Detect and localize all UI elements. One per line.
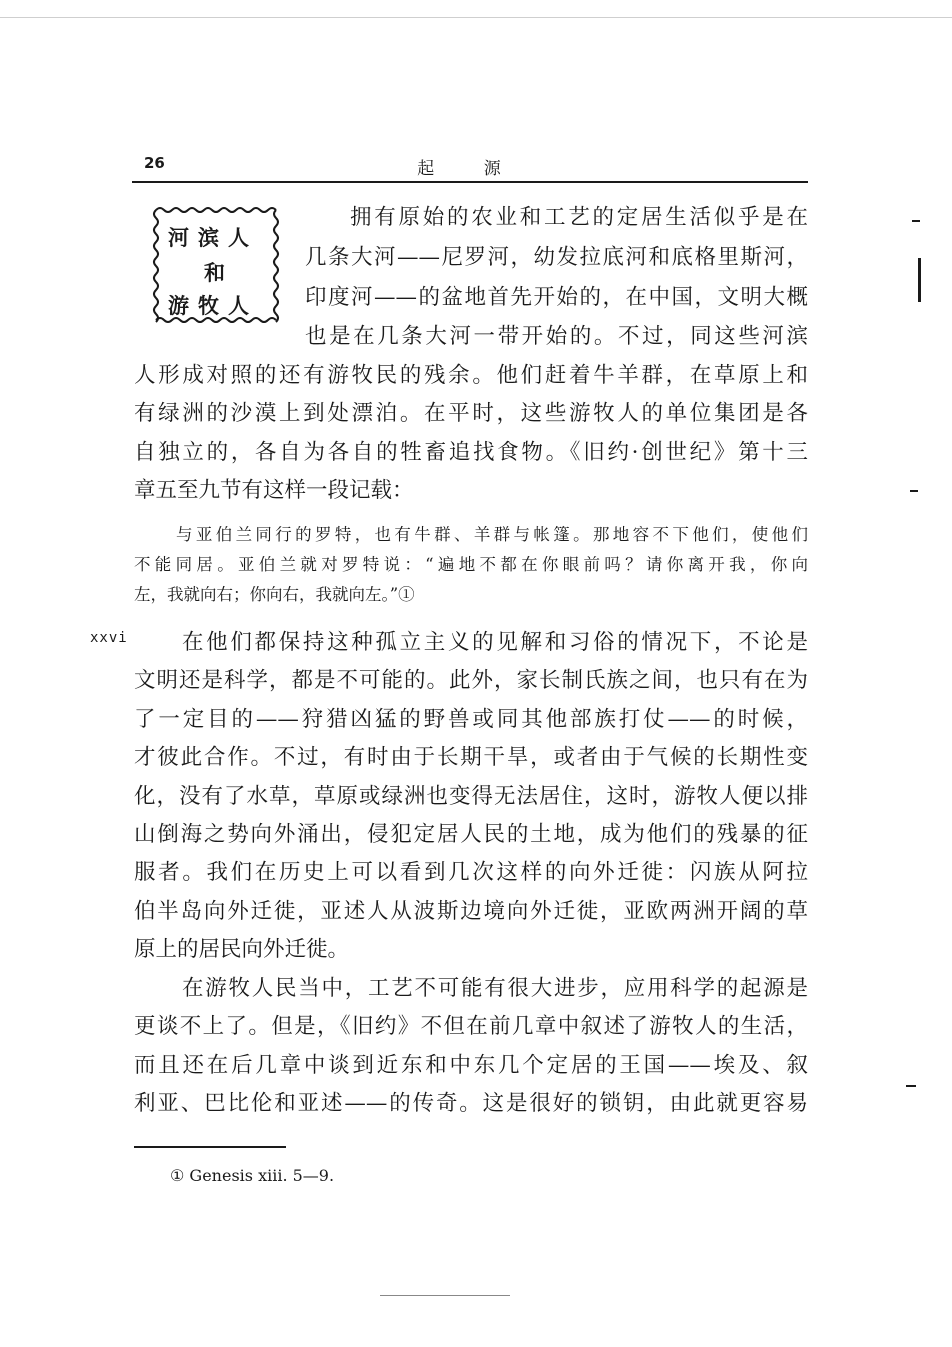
margin-page-number: xxvi <box>90 630 128 646</box>
text-line: 原上的居民向外迁徙。 <box>134 937 350 962</box>
text-line: 更谈不上了。但是，《旧约》不但在前几章中叙述了游牧人的生活， <box>134 1014 808 1039</box>
side-heading-line-1: 河滨人 <box>168 225 258 250</box>
text-line: 在游牧人民当中，工艺不可能有很大进步，应用科学的起源是 <box>182 976 808 1001</box>
quote-line: 不能同居。亚伯兰就对罗特说：“遍地不都在你眼前吗？请你离开我，你向 <box>134 555 808 574</box>
text-line: 也是在几条大河一带开始的。不过，同这些河滨 <box>305 324 808 349</box>
scan-mark <box>910 490 918 492</box>
page-header <box>132 150 808 186</box>
text-line: 章五至九节有这样一段记载： <box>134 478 414 503</box>
text-line: 服者。我们在历史上可以看到几次这样的向外迁徙：闪族从阿拉 <box>134 860 808 885</box>
footnote-rule <box>134 1146 286 1148</box>
text-line: 山倒海之势向外涌出，侵犯定居人民的土地，成为他们的残暴的征 <box>134 822 808 847</box>
page-number: 26 <box>144 154 165 172</box>
scan-mark <box>380 1295 510 1296</box>
running-title: 起 源 <box>417 159 523 179</box>
footnote: ① Genesis xiii. 5—9. <box>170 1166 335 1185</box>
text-line: 几条大河——尼罗河，幼发拉底河和底格里斯河， <box>305 245 808 270</box>
text-line: 化，没有了水草，草原或绿洲也变得无法居住，这时，游牧人便以排 <box>134 784 808 809</box>
text-line: 才彼此合作。不过，有时由于长期干旱，或者由于气候的长期性变 <box>134 745 808 770</box>
text-line: 在他们都保持这种孤立主义的见解和习俗的情况下，不论是 <box>182 630 808 655</box>
text-line: 自独立的，各自为各自的牲畜追找食物。《旧约·创世纪》第十三 <box>134 440 808 465</box>
top-edge-rule <box>0 17 952 18</box>
text-line: 利亚、巴比伦和亚述——的传奇。这是很好的锁钥，由此就更容易 <box>134 1091 808 1116</box>
text-line: 人形成对照的还有游牧民的残余。他们赶着牛羊群，在草原上和 <box>134 363 808 388</box>
text-line: 了一定目的——狩猎凶猛的野兽或同其他部族打仗——的时候， <box>134 707 808 732</box>
quote-line: 左，我就向右；你向右，我就向左。”① <box>134 585 415 604</box>
text-line: 而且还在后几章中谈到近东和中东几个定居的王国——埃及、叙 <box>134 1053 808 1078</box>
scan-mark <box>912 220 920 222</box>
header-rule <box>132 181 808 183</box>
text-line: 印度河——的盆地首先开始的，在中国，文明大概 <box>305 285 808 310</box>
text-line: 有绿洲的沙漠上到处漂泊。在平时，这些游牧人的单位集团是各 <box>134 401 808 426</box>
side-heading-line-2: 和 <box>204 260 225 285</box>
side-heading-box <box>152 206 280 324</box>
text-line: 文明还是科学，都是不可能的。此外，家长制氏族之间，也只有在为 <box>134 668 808 693</box>
scan-mark <box>918 258 921 302</box>
side-heading-line-3: 游牧人 <box>168 293 258 318</box>
text-line: 拥有原始的农业和工艺的定居生活似乎是在 <box>350 205 808 230</box>
scan-mark <box>906 1085 916 1087</box>
text-line: 伯半岛向外迁徙，亚述人从波斯边境向外迁徙，亚欧两洲开阔的草 <box>134 899 808 924</box>
quote-line: 与亚伯兰同行的罗特，也有牛群、羊群与帐篷。那地容不下他们，使他们 <box>176 525 808 544</box>
